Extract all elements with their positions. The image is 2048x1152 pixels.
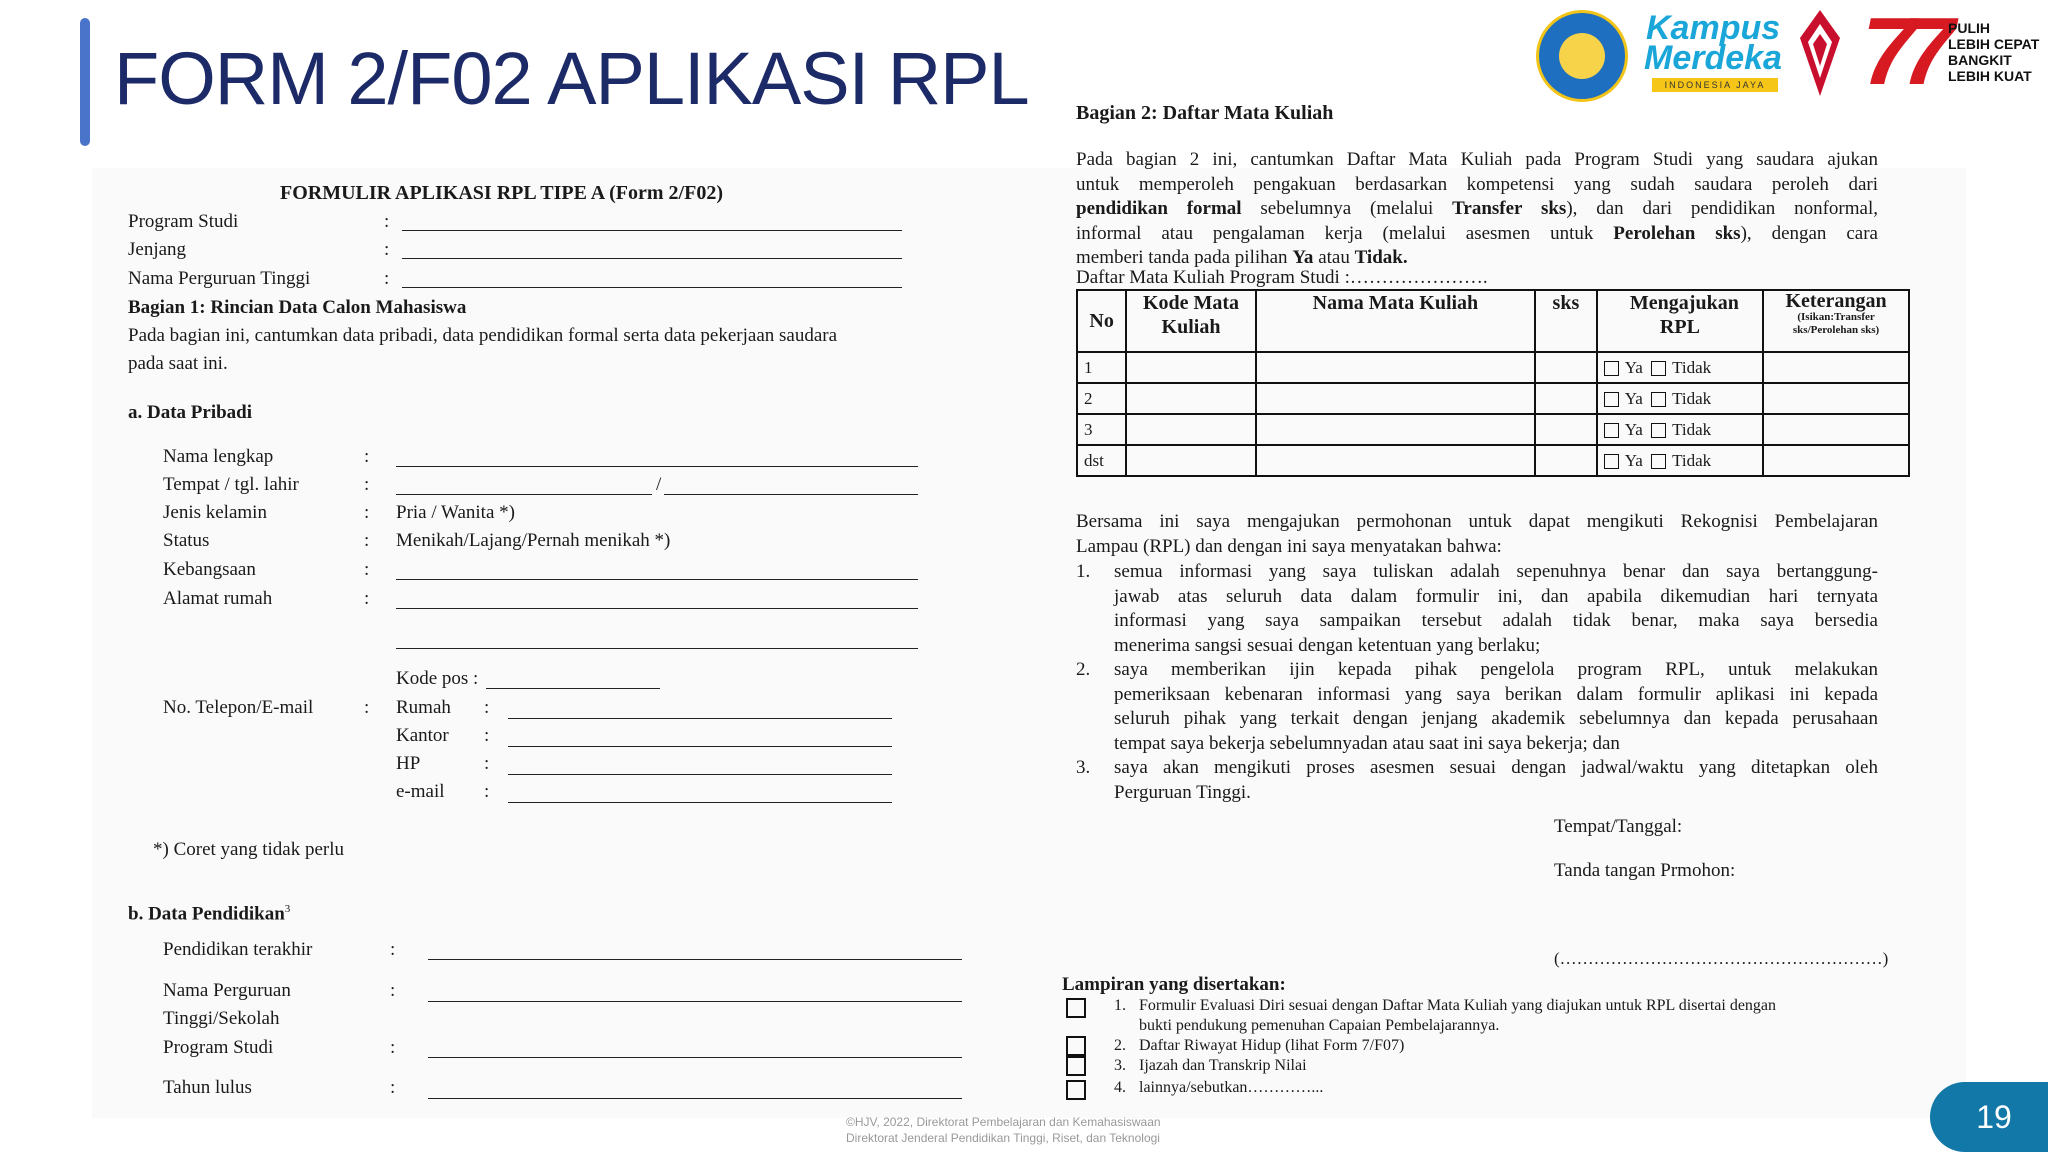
field-line[interactable] <box>396 608 918 609</box>
field-line[interactable] <box>402 230 902 231</box>
data-pribadi-title: a. Data Pribadi <box>128 402 253 423</box>
field-colon: : <box>364 502 370 523</box>
cell-rpl <box>1597 445 1763 476</box>
km-logo-line1: Kampus <box>1646 9 1781 47</box>
field-line[interactable] <box>508 802 892 803</box>
label-tidak: Tidak <box>1672 419 1712 439</box>
label-email: e-mail <box>396 781 445 802</box>
field-colon: : <box>364 588 370 609</box>
para-line: informal atau pengalaman kerja (melalui asesmen untuk Perolehan sks), dengan cara <box>1076 222 1878 244</box>
lampiran-checkbox[interactable] <box>1066 998 1086 1018</box>
statement-list <box>1076 560 1878 805</box>
field-colon: : <box>364 446 370 467</box>
field-line[interactable] <box>396 579 918 580</box>
cell-no: 1 <box>1077 352 1126 383</box>
field-line[interactable] <box>396 648 918 649</box>
field-line[interactable] <box>402 287 902 288</box>
label-kantor: Kantor <box>396 725 449 746</box>
cell-keterangan[interactable] <box>1763 414 1909 445</box>
table-row <box>1077 414 1909 445</box>
label-tidak: Tidak <box>1672 388 1712 408</box>
para-line: pendidikan formal sebelumnya (melalui Transfer sks), dan dari pendidikan nonformal, <box>1076 198 1878 219</box>
cell-keterangan[interactable] <box>1763 352 1909 383</box>
field-line[interactable] <box>664 494 918 495</box>
cell-kode[interactable] <box>1126 383 1255 414</box>
field-colon: : <box>384 239 390 260</box>
slide-title: FORM 2/F02 APLIKASI RPL <box>114 37 1029 120</box>
th-nama-mk: Nama Mata Kuliah <box>1256 290 1535 352</box>
label-tidak: Tidak <box>1672 450 1712 470</box>
field-colon: : <box>364 474 370 495</box>
field-line[interactable] <box>508 746 892 747</box>
lampiran-title: Lampiran yang disertakan: <box>1062 974 1286 995</box>
para-line: Pada bagian 2 ini, cantumkan Daftar Mata Kuliah pada Program Studi yang saudara ajukan <box>1076 149 1878 170</box>
label-nama-lengkap: Nama lengkap <box>163 446 274 467</box>
field-colon: : <box>384 211 390 232</box>
cell-nama[interactable] <box>1256 414 1535 445</box>
label-ya: Ya <box>1624 419 1643 439</box>
th-keterangan: Keterangan (Isikan:Transfer sks/Perolehan sks) <box>1763 290 1909 352</box>
label-tempat-tgl-lahir: Tempat / tgl. lahir <box>163 474 299 495</box>
label-tidak: Tidak <box>1672 357 1712 377</box>
checkbox-tidak[interactable] <box>1651 454 1666 469</box>
tempat-tanggal: Tempat/Tanggal: <box>1554 816 1683 837</box>
value-status: Menikah/Lajang/Pernah menikah *) <box>396 530 671 551</box>
mata-kuliah-table <box>1076 289 1910 477</box>
table-row <box>1077 445 1909 476</box>
field-colon: : <box>364 530 370 551</box>
label-jenis-kelamin: Jenis kelamin <box>163 502 267 523</box>
checkbox-ya[interactable] <box>1604 392 1619 407</box>
cell-rpl <box>1597 414 1763 445</box>
page-number-badge: 19 <box>1930 1082 2048 1152</box>
footer-line: ©HJV, 2022, Direktorat Pembelajaran dan Kemahasiswaan <box>846 1115 1161 1129</box>
field-line[interactable] <box>428 1001 962 1002</box>
section2-paragraph <box>1076 148 1878 271</box>
lampiran-item: 2. Daftar Riwayat Hidup (lihat Form 7/F07) <box>1066 1036 1886 1056</box>
statement-item: 1. semua informasi yang saya tuliskan adalah sepenuhnya benar dan saya bertanggung- jawab atas seluruh data dalam formulir ini, dan apabila dikemudian hari ternyata informasi yang saya sampaikan tersebut adalah tidak benar, maka saya bersedia menerima sangsi sesuai dengan ketentuan yang berlaku; <box>1076 561 1878 656</box>
field-colon: : <box>364 559 370 580</box>
section1-title: Bagian 1: Rincian Data Calon Mahasiswa <box>128 297 467 318</box>
label-tahun-lulus: Tahun lulus <box>163 1077 252 1098</box>
label-nama-pt-1: Nama Perguruan <box>163 980 291 1001</box>
cell-keterangan[interactable] <box>1763 383 1909 414</box>
statement-line: Bersama ini saya mengajukan permohonan untuk dapat mengikuti Rekognisi Pembelajaran <box>1076 511 1878 532</box>
signature-line[interactable]: (…………………………………………………) <box>1554 949 1889 968</box>
footer-line: Direktorat Jenderal Pendidikan Tinggi, Riset, dan Teknologi <box>846 1131 1160 1145</box>
cell-nama[interactable] <box>1256 352 1535 383</box>
tagline-line: LEBIH KUAT <box>1948 68 2032 84</box>
field-label-jenjang: Jenjang <box>128 239 187 260</box>
label-ya: Ya <box>1624 450 1643 470</box>
cell-sks[interactable] <box>1535 414 1597 445</box>
checkbox-tidak[interactable] <box>1651 392 1666 407</box>
label-ya: Ya <box>1624 357 1643 377</box>
cell-kode[interactable] <box>1126 445 1255 476</box>
lampiran-item: 1. Formulir Evaluasi Diri sesuai dengan Daftar Mata Kuliah yang diajukan untuk RPL disertai dengan bukti pendukung pemenuhan Capaian Pembelajarannya. <box>1066 996 1886 1036</box>
section1-desc: pada saat ini. <box>128 353 228 374</box>
cell-no: 3 <box>1077 414 1126 445</box>
lampiran-item: 3. Ijazah dan Transkrip Nilai <box>1066 1056 1886 1078</box>
value-jenis-kelamin: Pria / Wanita *) <box>396 502 515 523</box>
batik-logo <box>1796 8 1844 98</box>
field-line[interactable] <box>428 959 962 960</box>
tut-wuri-handayani-logo <box>1536 10 1628 102</box>
label-pendidikan-terakhir: Pendidikan terakhir <box>163 939 313 960</box>
cell-nama[interactable] <box>1256 445 1535 476</box>
field-line[interactable] <box>396 494 652 495</box>
tagline-line: PULIH <box>1948 20 1990 36</box>
field-line[interactable] <box>486 688 660 689</box>
cell-sks[interactable] <box>1535 352 1597 383</box>
cell-kode[interactable] <box>1126 414 1255 445</box>
cell-kode[interactable] <box>1126 352 1255 383</box>
label-ya: Ya <box>1624 388 1643 408</box>
table-row <box>1077 352 1909 383</box>
cell-sks[interactable] <box>1535 445 1597 476</box>
label-kode-pos: Kode pos : <box>396 668 479 689</box>
lampiran-checkbox[interactable] <box>1066 1080 1086 1100</box>
checkbox-tidak[interactable] <box>1651 423 1666 438</box>
label-hp: HP <box>396 753 421 774</box>
field-colon: : <box>390 939 396 960</box>
field-line[interactable] <box>508 774 892 775</box>
table-row <box>1077 383 1909 414</box>
th-no: No <box>1077 290 1126 352</box>
field-line[interactable] <box>508 718 892 719</box>
cell-keterangan[interactable] <box>1763 445 1909 476</box>
field-colon: : <box>484 753 490 774</box>
section2-title: Bagian 2: Daftar Mata Kuliah <box>1076 102 1334 124</box>
cell-no: 2 <box>1077 383 1126 414</box>
tagline-line: BANGKIT <box>1948 52 2012 68</box>
field-colon: : <box>390 1037 396 1058</box>
label-no-telepon-email: No. Telepon/E-mail <box>163 697 314 718</box>
checkbox-ya[interactable] <box>1604 361 1619 376</box>
daftar-mk-program-studi: Daftar Mata Kuliah Program Studi :…………………. <box>1076 267 1488 288</box>
checkbox-tidak[interactable] <box>1651 361 1666 376</box>
lampiran-list <box>1066 996 1886 1100</box>
field-line[interactable] <box>428 1098 962 1099</box>
field-line[interactable] <box>428 1057 962 1058</box>
lampiran-item: 4. lainnya/sebutkan…………... <box>1066 1078 1886 1100</box>
ttl-separator: / <box>656 474 662 495</box>
hut-ri-tagline <box>1948 20 2039 84</box>
cell-nama[interactable] <box>1256 383 1535 414</box>
km-logo-line2: Merdeka <box>1644 39 1782 77</box>
title-accent-bar <box>80 18 90 146</box>
field-colon: : <box>390 1077 396 1098</box>
cell-no: dst <box>1077 445 1126 476</box>
field-colon: : <box>384 268 390 289</box>
label-alamat-rumah: Alamat rumah <box>163 588 273 609</box>
form-title: FORMULIR APLIKASI RPL TIPE A (Form 2/F02) <box>280 182 723 204</box>
cell-sks[interactable] <box>1535 383 1597 414</box>
field-colon: : <box>484 781 490 802</box>
statement-item: 2. saya memberikan ijin kepada pihak pengelola program RPL, untuk melakukan pemeriksaan kebenaran informasi yang saya berikan dalam formulir aplikasi ini kepada seluruh pihak yang terkait dengan jenjang akademik sebelumnya dan kepada perusahaan tempat saya bekerja sebelumnyadan atau saat ini saya bekerja; dan <box>1076 659 1878 754</box>
label-kebangsaan: Kebangsaan <box>163 559 256 580</box>
para-line: memberi tanda pada pilihan Ya atau Tidak. <box>1076 247 1408 268</box>
data-pendidikan-title: b. Data Pendidikan$^3$ <box>128 903 291 925</box>
lampiran-checkbox[interactable] <box>1066 1056 1086 1076</box>
statement-item: 3. saya akan mengikuti proses asesmen sesuai dengan jadwal/waktu yang ditetapkan oleh Perguruan Tinggi. <box>1076 757 1878 803</box>
lampiran-checkbox[interactable] <box>1066 1036 1086 1056</box>
th-kode-mk: Kode Mata Kuliah <box>1126 290 1255 352</box>
section1-desc: Pada bagian ini, cantumkan data pribadi, data pendidikan formal serta data pekerjaan saudara <box>128 325 838 346</box>
label-rumah: Rumah <box>396 697 451 718</box>
label-program-studi-pendidikan: Program Studi <box>163 1037 274 1058</box>
cell-rpl <box>1597 383 1763 414</box>
statement-line: Lampau (RPL) dan dengan ini saya menyatakan bahwa: <box>1076 535 1502 557</box>
field-colon: : <box>484 725 490 746</box>
field-label-nama-pt: Nama Perguruan Tinggi <box>128 268 311 289</box>
checkbox-ya[interactable] <box>1604 423 1619 438</box>
kampus-merdeka-logo <box>1644 10 1784 90</box>
tanda-tangan-pemohon: Tanda tangan Prmohon: <box>1554 860 1736 881</box>
field-colon: : <box>364 697 370 718</box>
checkbox-ya[interactable] <box>1604 454 1619 469</box>
label-nama-pt-2: Tinggi/Sekolah <box>163 1008 280 1029</box>
th-mengajukan-rpl: Mengajukan RPL <box>1597 290 1763 352</box>
field-line[interactable] <box>402 258 902 259</box>
tagline-line: LEBIH CEPAT <box>1948 36 2040 52</box>
slide-footer <box>846 1114 1161 1146</box>
th-sks: sks <box>1535 290 1597 352</box>
field-label-program-studi: Program Studi <box>128 211 239 232</box>
km-logo-tag: INDONESIA JAYA <box>1652 78 1778 92</box>
field-line[interactable] <box>396 466 918 467</box>
field-colon: : <box>390 980 396 1001</box>
field-colon: : <box>484 697 490 718</box>
para-line: untuk memperoleh pengakuan berdasarkan kompetensi yang sudah saudara peroleh dari <box>1076 173 1878 195</box>
table-header-row <box>1077 290 1909 352</box>
coret-note: *) Coret yang tidak perlu <box>153 839 345 860</box>
cell-rpl <box>1597 352 1763 383</box>
hut-ri-77-logo: 77 <box>1862 0 1941 105</box>
statement-intro <box>1076 510 1878 559</box>
label-status: Status <box>163 530 210 551</box>
